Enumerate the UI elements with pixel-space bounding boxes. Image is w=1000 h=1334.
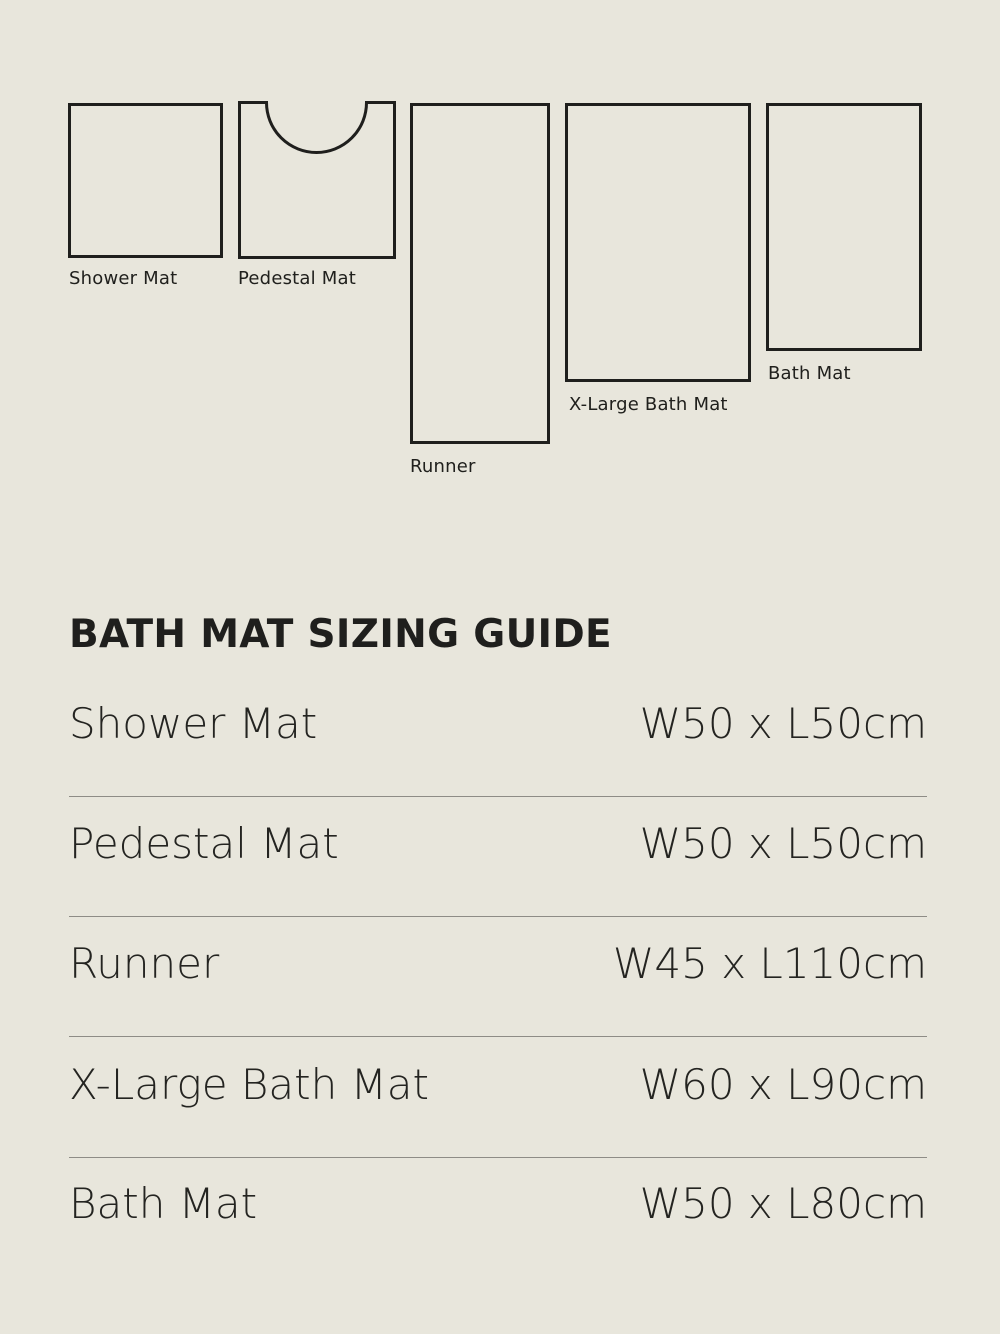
shower-mat-outline xyxy=(70,105,222,257)
size-row xyxy=(69,918,927,1037)
sizing-guide-title: BATH MAT SIZING GUIDE xyxy=(69,612,612,657)
pedestal-mat-outline xyxy=(240,103,395,258)
product-size: W45 x L110cm xyxy=(612,939,927,988)
product-name: Pedestal Mat xyxy=(69,819,339,868)
bath-mat-outline xyxy=(768,105,921,350)
product-name: Runner xyxy=(69,939,220,988)
runner-outline xyxy=(412,105,549,443)
mat-outlines xyxy=(0,0,1000,520)
product-size: W50 x L50cm xyxy=(639,699,927,748)
product-size: W60 x L90cm xyxy=(639,1060,927,1109)
product-name: Shower Mat xyxy=(69,699,318,748)
size-row xyxy=(69,1039,927,1158)
product-name: Bath Mat xyxy=(69,1179,258,1228)
size-row xyxy=(69,678,927,797)
mat-diagram xyxy=(0,0,1000,520)
size-row xyxy=(69,1158,927,1277)
product-size: W50 x L50cm xyxy=(639,819,927,868)
shower-mat-label: Shower Mat xyxy=(69,268,178,289)
bath-mat-label: Bath Mat xyxy=(768,363,851,384)
xlarge-bath-mat-label: X-Large Bath Mat xyxy=(569,394,728,415)
product-size: W50 x L80cm xyxy=(639,1179,927,1228)
product-name: X-Large Bath Mat xyxy=(69,1060,430,1109)
size-row xyxy=(69,798,927,917)
xlarge-bath-mat-outline xyxy=(567,105,750,381)
runner-label: Runner xyxy=(410,456,476,477)
pedestal-mat-label: Pedestal Mat xyxy=(238,268,356,289)
